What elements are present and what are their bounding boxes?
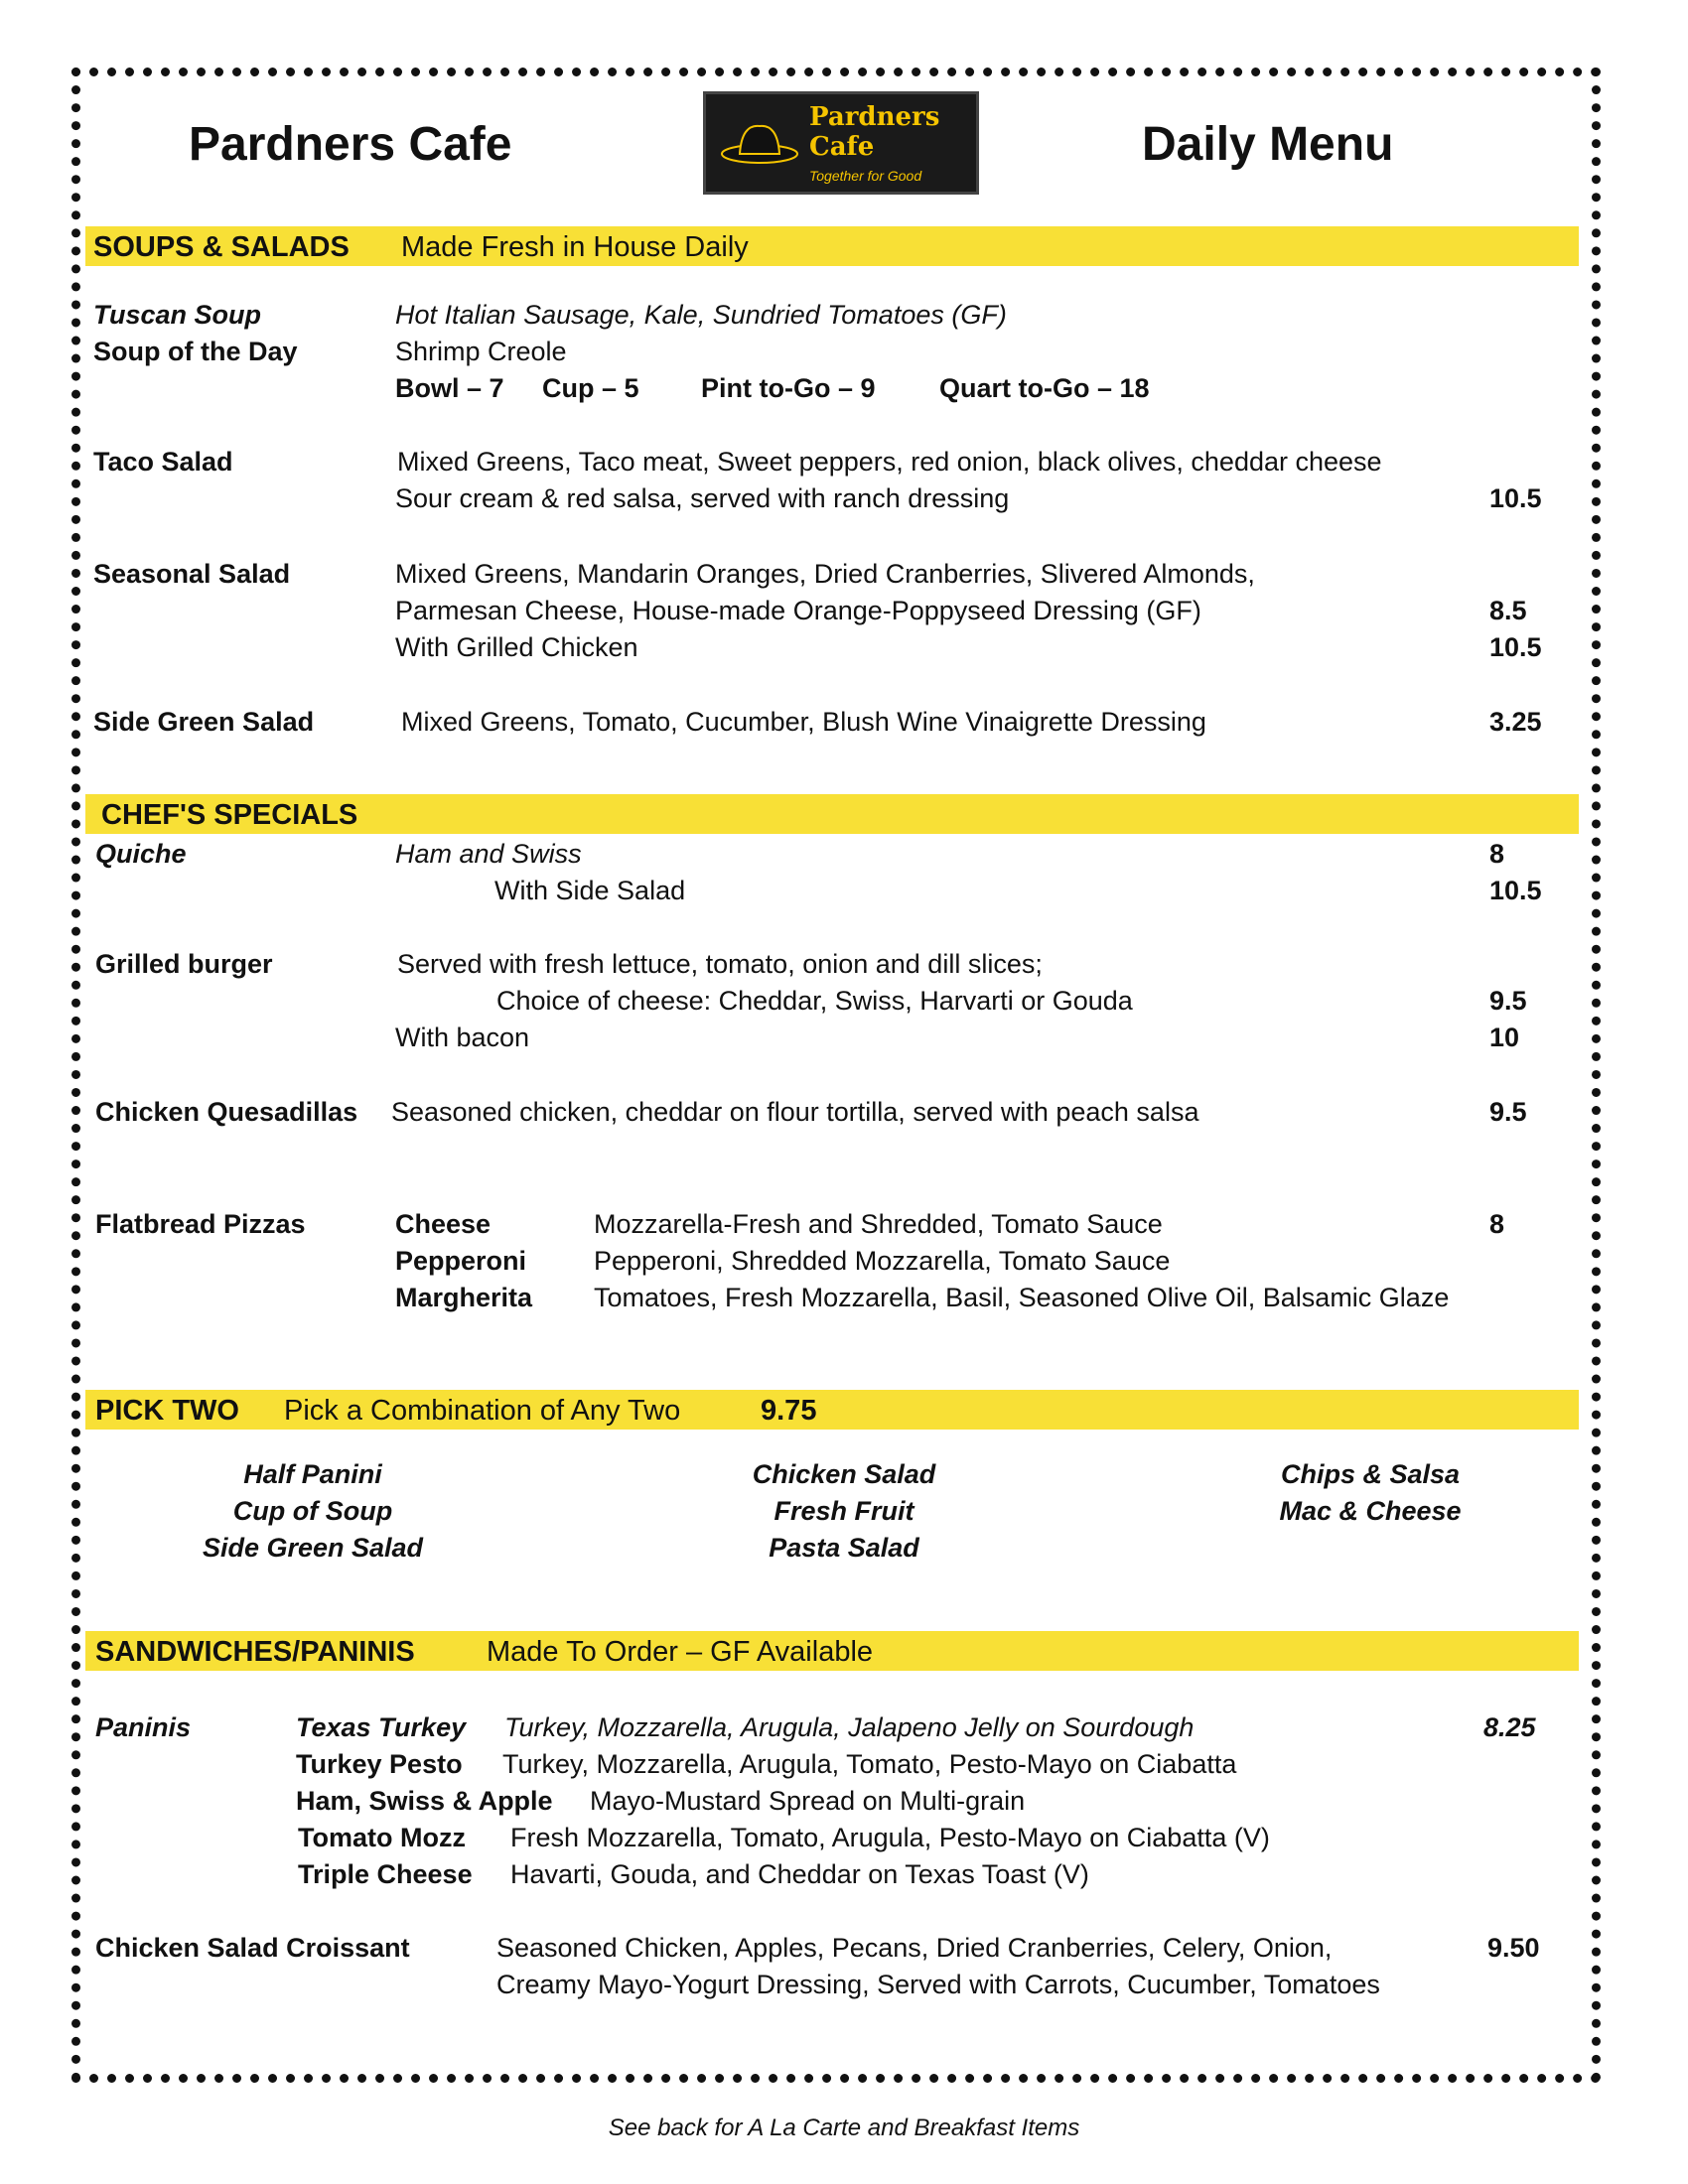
picktwo-heading: PICK TWO <box>95 1395 239 1427</box>
soup-size-cup: Cup – 5 <box>542 373 639 403</box>
item-name-croissant: Chicken Salad Croissant <box>95 1933 410 1963</box>
menu-title: Daily Menu <box>1142 118 1394 171</box>
picktwo-option: Cup of Soup <box>232 1496 393 1526</box>
item-name-seasonal: Seasonal Salad <box>93 559 291 589</box>
soup-size-pint: Pint to-Go – 9 <box>701 373 876 403</box>
soups-heading: SOUPS & SALADS <box>93 231 350 263</box>
logo-tagline: Together for Good <box>809 168 922 184</box>
footer-note: See back for A La Carte and Breakfast Items <box>608 2115 1080 2141</box>
cafe-title: Pardners Cafe <box>189 118 512 171</box>
item-addon-seasonal-chicken: With Grilled Chicken <box>395 632 638 662</box>
picktwo-option: Half Panini <box>243 1459 382 1489</box>
item-price-flatbread: 8 <box>1489 1209 1505 1239</box>
picktwo-option: Pasta Salad <box>769 1533 919 1563</box>
item-name-quiche: Quiche <box>95 839 187 869</box>
cowboy-hat-icon <box>720 110 799 170</box>
item-price-taco: 10.5 <box>1489 483 1542 513</box>
panini-name-turkey-pesto: Turkey Pesto <box>296 1749 463 1779</box>
logo-text-line2: Cafe <box>809 132 875 162</box>
item-name-side-salad: Side Green Salad <box>93 707 315 737</box>
panini-desc-turkey-pesto: Turkey, Mozzarella, Arugula, Tomato, Pesto-Mayo on Ciabatta <box>502 1749 1237 1779</box>
panini-name-triple-cheese: Triple Cheese <box>298 1859 473 1889</box>
item-desc-seasonal-2: Parmesan Cheese, House-made Orange-Poppyseed Dressing (GF) <box>395 596 1201 625</box>
item-desc-croissant-2: Creamy Mayo-Yogurt Dressing, Served with Carrots, Cucumber, Tomatoes <box>496 1970 1380 1999</box>
item-desc-burger-1: Served with fresh lettuce, tomato, onion and dill slices; <box>397 949 1043 979</box>
item-desc-burger-2: Choice of cheese: Cheddar, Swiss, Harvarti or Gouda <box>496 986 1133 1016</box>
item-price-burger-bacon: 10 <box>1489 1023 1520 1052</box>
item-desc-taco-1: Mixed Greens, Taco meat, Sweet peppers, red onion, black olives, cheddar cheese <box>397 447 1382 477</box>
item-name-soup-day: Soup of the Day <box>93 337 298 366</box>
item-price-seasonal: 8.5 <box>1489 596 1527 625</box>
item-price-paninis: 8.25 <box>1483 1712 1536 1742</box>
item-name-taco: Taco Salad <box>93 447 233 477</box>
item-price-quiche: 8 <box>1489 839 1505 869</box>
item-desc-seasonal-1: Mixed Greens, Mandarin Oranges, Dried Cranberries, Slivered Almonds, <box>395 559 1255 589</box>
pizza-name-margherita: Margherita <box>395 1283 533 1312</box>
panini-desc-triple-cheese: Havarti, Gouda, and Cheddar on Texas Toast (V) <box>510 1859 1089 1889</box>
panini-name-ham-swiss-apple: Ham, Swiss & Apple <box>296 1786 553 1816</box>
item-price-seasonal-chicken: 10.5 <box>1489 632 1542 662</box>
item-price-side-salad: 3.25 <box>1489 707 1542 737</box>
picktwo-option: Chips & Salsa <box>1280 1459 1461 1489</box>
item-name-tuscan: Tuscan Soup <box>93 300 262 330</box>
item-addon-burger-bacon: With bacon <box>395 1023 530 1052</box>
pizza-desc-margherita: Tomatoes, Fresh Mozzarella, Basil, Seasoned Olive Oil, Balsamic Glaze <box>594 1283 1450 1312</box>
item-addon-quiche-side: With Side Salad <box>494 876 686 905</box>
item-name-quesadilla: Chicken Quesadillas <box>95 1097 358 1127</box>
panini-desc-texas-turkey: Turkey, Mozzarella, Arugula, Jalapeno Jelly on Sourdough <box>504 1712 1195 1742</box>
panini-desc-ham-swiss-apple: Mayo-Mustard Spread on Multi-grain <box>590 1786 1026 1816</box>
paninis-label: Paninis <box>95 1712 192 1742</box>
dotted-border <box>71 68 1601 2083</box>
panini-desc-tomato-mozz: Fresh Mozzarella, Tomato, Arugula, Pesto-Mayo on Ciabatta (V) <box>510 1823 1270 1852</box>
pizza-desc-cheese: Mozzarella-Fresh and Shredded, Tomato Sauce <box>594 1209 1163 1239</box>
picktwo-option: Side Green Salad <box>202 1533 424 1563</box>
item-desc-taco-2: Sour cream & red salsa, served with ranch dressing <box>395 483 1010 513</box>
picktwo-option: Chicken Salad <box>752 1459 936 1489</box>
soup-size-bowl: Bowl – 7 <box>395 373 504 403</box>
item-name-flatbread: Flatbread Pizzas <box>95 1209 306 1239</box>
item-desc-quiche: Ham and Swiss <box>395 839 582 869</box>
item-name-burger: Grilled burger <box>95 949 273 979</box>
picktwo-option: Fresh Fruit <box>774 1496 914 1526</box>
item-price-burger: 9.5 <box>1489 986 1527 1016</box>
pizza-name-cheese: Cheese <box>395 1209 492 1239</box>
picktwo-option: Mac & Cheese <box>1279 1496 1462 1526</box>
item-price-quesadilla: 9.5 <box>1489 1097 1527 1127</box>
pizza-desc-pepperoni: Pepperoni, Shredded Mozzarella, Tomato Sauce <box>594 1246 1171 1276</box>
item-desc-croissant-1: Seasoned Chicken, Apples, Pecans, Dried Cranberries, Celery, Onion, <box>496 1933 1333 1963</box>
chefs-heading: CHEF'S SPECIALS <box>101 799 358 831</box>
soup-size-quart: Quart to-Go – 18 <box>939 373 1150 403</box>
item-desc-side-salad: Mixed Greens, Tomato, Cucumber, Blush Wine Vinaigrette Dressing <box>401 707 1206 737</box>
logo-text-line1: Pardners <box>809 102 940 132</box>
cafe-logo <box>703 91 979 195</box>
item-price-quiche-side: 10.5 <box>1489 876 1542 905</box>
item-desc-soup-day: Shrimp Creole <box>395 337 567 366</box>
item-desc-tuscan: Hot Italian Sausage, Kale, Sundried Tomatoes (GF) <box>395 300 1007 330</box>
picktwo-price: 9.75 <box>761 1395 817 1427</box>
item-desc-quesadilla: Seasoned chicken, cheddar on flour tortilla, served with peach salsa <box>391 1097 1199 1127</box>
sandwiches-subheading: Made To Order – GF Available <box>487 1636 874 1668</box>
pizza-name-pepperoni: Pepperoni <box>395 1246 527 1276</box>
sandwiches-heading: SANDWICHES/PANINIS <box>95 1636 415 1668</box>
picktwo-subheading: Pick a Combination of Any Two <box>284 1395 681 1427</box>
panini-name-texas-turkey: Texas Turkey <box>296 1712 467 1742</box>
item-price-croissant: 9.50 <box>1487 1933 1540 1963</box>
panini-name-tomato-mozz: Tomato Mozz <box>298 1823 466 1852</box>
soups-subheading: Made Fresh in House Daily <box>401 231 749 263</box>
